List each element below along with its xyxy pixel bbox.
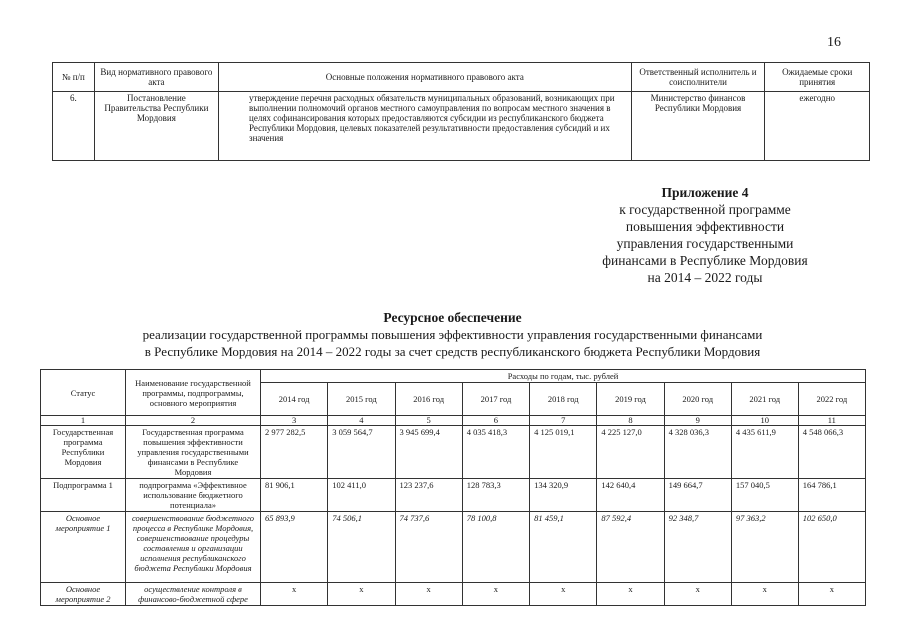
legal-acts-table — [52, 62, 870, 161]
row-value: 78 100,8 — [462, 512, 529, 583]
row-value: 4 035 418,3 — [462, 426, 529, 479]
appendix-line: повышения эффективности — [625, 219, 785, 234]
header-year: 2016 год — [395, 383, 462, 416]
header-year: 2014 год — [261, 383, 328, 416]
column-index: 9 — [664, 416, 731, 426]
resource-subtitle-line2: в Республике Мордовия на 2014 – 2022 годы за счет средств республиканского бюджета Республики Мордовия — [144, 344, 761, 359]
header-year: 2021 год — [731, 383, 798, 416]
table-row-subprogram — [41, 479, 866, 512]
header-name: Наименование государственной программы, подпрограммы, основного мероприятия — [126, 370, 261, 416]
header-year: 2017 год — [462, 383, 529, 416]
row-value: х — [462, 583, 529, 606]
legal-acts-row — [53, 92, 870, 161]
row-value: 74 506,1 — [328, 512, 395, 583]
resource-table — [40, 369, 866, 606]
appendix-line: финансами в Республике Мордовия — [602, 253, 808, 268]
row-status: Основное мероприятие 2 — [41, 583, 126, 606]
column-index: 11 — [798, 416, 865, 426]
row-value: х — [731, 583, 798, 606]
header-terms: Ожидаемые сроки принятия — [765, 63, 870, 92]
resource-title: Ресурсное обеспечение — [383, 310, 522, 325]
row-executor: Министерство финансов Республики Мордовия — [631, 92, 765, 161]
header-status: Статус — [41, 370, 126, 416]
resource-subtitle-line1: реализации государственной программы повышения эффективности управления государственными финансами — [142, 327, 763, 342]
row-value: 65 893,9 — [261, 512, 328, 583]
table-row-measure-2 — [41, 583, 866, 606]
column-index: 4 — [328, 416, 395, 426]
row-value: 128 783,3 — [462, 479, 529, 512]
row-value: 81 906,1 — [261, 479, 328, 512]
header-year: 2022 год — [798, 383, 865, 416]
header-year: 2018 год — [530, 383, 597, 416]
row-value: 87 592,4 — [597, 512, 664, 583]
appendix-title: Приложение 4 — [661, 185, 749, 200]
header-executor: Ответственный исполнитель и соисполнители — [631, 63, 765, 92]
row-value: 123 237,6 — [395, 479, 462, 512]
header-provisions: Основные положения нормативного правового акта — [219, 63, 632, 92]
row-value: 149 664,7 — [664, 479, 731, 512]
row-value: х — [261, 583, 328, 606]
column-index: 3 — [261, 416, 328, 426]
row-name: Государственная программа повышения эффективности управления государственными финансами в Республике Мордовия — [126, 426, 261, 479]
header-expenses: Расходы по годам, тыс. рублей — [261, 370, 866, 383]
row-value: 157 040,5 — [731, 479, 798, 512]
appendix-block — [580, 184, 830, 286]
legal-acts-header-row — [53, 63, 870, 92]
row-value: 4 225 127,0 — [597, 426, 664, 479]
row-status: Основное мероприятие 1 — [41, 512, 126, 583]
page-number: 16 — [827, 35, 841, 50]
appendix-line: на 2014 – 2022 годы — [647, 270, 763, 285]
header-year: 2015 год — [328, 383, 395, 416]
column-index: 8 — [597, 416, 664, 426]
row-value: 4 125 019,1 — [530, 426, 597, 479]
row-value: х — [664, 583, 731, 606]
row-value: 142 640,4 — [597, 479, 664, 512]
appendix-line: к государственной программе — [619, 202, 791, 217]
row-value: х — [798, 583, 865, 606]
row-value: 102 650,0 — [798, 512, 865, 583]
row-status: Подпрограмма 1 — [41, 479, 126, 512]
row-value: 4 328 036,3 — [664, 426, 731, 479]
row-name: подпрограмма «Эффективное использование бюджетного потенциала» — [126, 479, 261, 512]
appendix-line: управления государственными — [616, 236, 794, 251]
row-value: 92 348,7 — [664, 512, 731, 583]
row-value: 3 945 699,4 — [395, 426, 462, 479]
table-row-program — [41, 426, 866, 479]
column-index: 5 — [395, 416, 462, 426]
header-year: 2020 год — [664, 383, 731, 416]
row-value: х — [530, 583, 597, 606]
row-status: Государственная программа Республики Мордовия — [41, 426, 126, 479]
column-index: 2 — [126, 416, 261, 426]
row-value: 97 363,2 — [731, 512, 798, 583]
column-index-row — [41, 416, 866, 426]
table-row-measure-1 — [41, 512, 866, 583]
row-value: 81 459,1 — [530, 512, 597, 583]
row-terms: ежегодно — [765, 92, 870, 161]
column-index: 7 — [530, 416, 597, 426]
header-num: № п/п — [53, 63, 95, 92]
row-value: х — [328, 583, 395, 606]
row-num: 6. — [53, 92, 95, 161]
header-act-type: Вид нормативного правового акта — [94, 63, 218, 92]
row-value: х — [395, 583, 462, 606]
column-index: 1 — [41, 416, 126, 426]
row-value: х — [597, 583, 664, 606]
row-act-type: Постановление Правительства Республики Мордовия — [94, 92, 218, 161]
row-name: совершенствование бюджетного процесса в Республике Мордовия, совершенствование процедуры составления и организации исполнения республиканского бюджета Республики Мордовия — [126, 512, 261, 583]
row-value: 2 977 282,5 — [261, 426, 328, 479]
header-year: 2019 год — [597, 383, 664, 416]
row-value: 74 737,6 — [395, 512, 462, 583]
row-value: 4 435 611,9 — [731, 426, 798, 479]
row-value: 3 059 564,7 — [328, 426, 395, 479]
column-index: 10 — [731, 416, 798, 426]
column-index: 6 — [462, 416, 529, 426]
row-name: осуществление контроля в финансово-бюджетной сфере — [126, 583, 261, 606]
resource-header-row — [41, 370, 866, 383]
row-value: 164 786,1 — [798, 479, 865, 512]
row-value: 4 548 066,3 — [798, 426, 865, 479]
row-value: 134 320,9 — [530, 479, 597, 512]
row-value: 102 411,0 — [328, 479, 395, 512]
row-provisions: утверждение перечня расходных обязательств муниципальных образований, возникающих при выполнении полномочий органов местного самоуправления по вопросам местного значения в целях софинансирования которых предоставляются субсидии из республиканского бюджета Республики Мордовия, целевых показателей результативности предоставления субсидий и их значения — [219, 92, 632, 161]
